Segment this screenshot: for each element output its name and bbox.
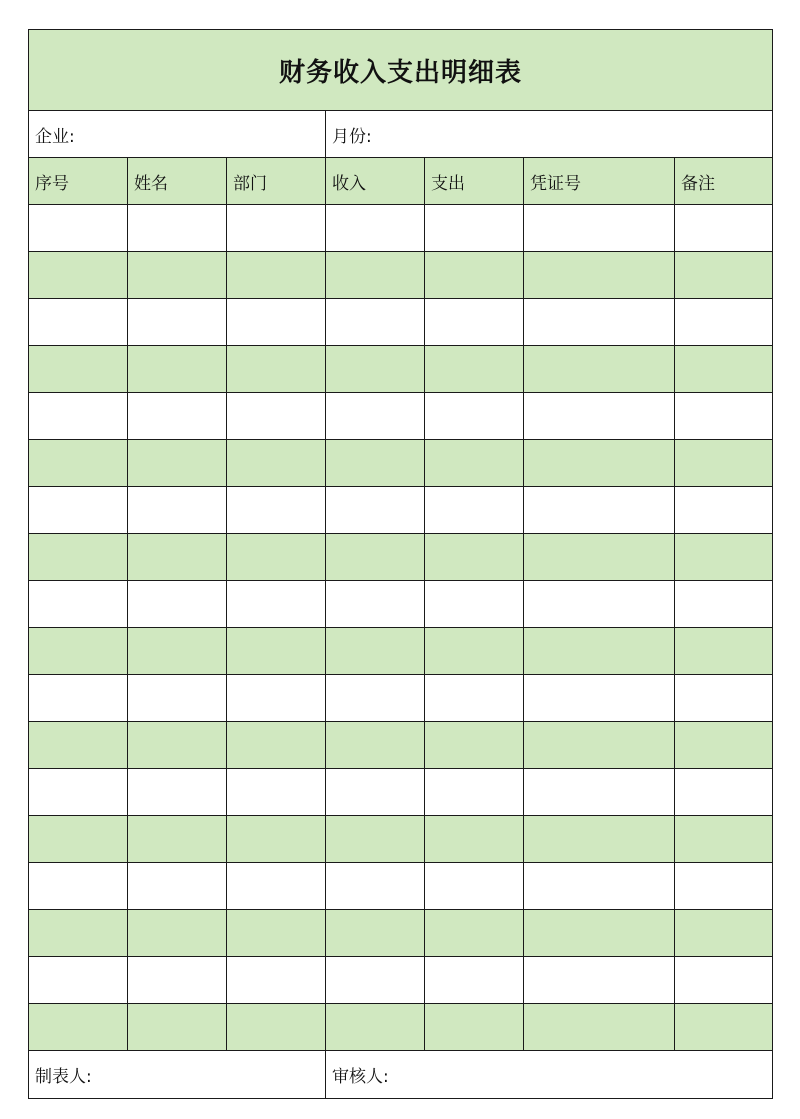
cell-name[interactable] xyxy=(128,252,227,299)
cell-expense[interactable] xyxy=(425,487,524,534)
table-row xyxy=(29,346,773,393)
cell-voucher[interactable] xyxy=(524,769,675,816)
cell-expense[interactable] xyxy=(425,675,524,722)
table-row xyxy=(29,816,773,863)
cell-remark[interactable] xyxy=(675,581,773,628)
header-cell-index: 序号 xyxy=(29,158,128,205)
cell-remark[interactable] xyxy=(675,863,773,910)
cell-name[interactable] xyxy=(128,628,227,675)
cell-name[interactable] xyxy=(128,581,227,628)
table-row xyxy=(29,487,773,534)
cell-remark[interactable] xyxy=(675,1004,773,1051)
cell-expense[interactable] xyxy=(425,299,524,346)
cell-name[interactable] xyxy=(128,769,227,816)
preparer-field[interactable]: 制表人: xyxy=(29,1051,326,1099)
cell-voucher[interactable] xyxy=(524,1004,675,1051)
cell-remark[interactable] xyxy=(675,393,773,440)
cell-expense[interactable] xyxy=(425,769,524,816)
cell-voucher[interactable] xyxy=(524,205,675,252)
header-cell-expense: 支出 xyxy=(425,158,524,205)
cell-income[interactable] xyxy=(326,440,425,487)
cell-income[interactable] xyxy=(326,628,425,675)
cell-department[interactable] xyxy=(227,769,326,816)
cell-name[interactable] xyxy=(128,346,227,393)
cell-name[interactable] xyxy=(128,910,227,957)
cell-department[interactable] xyxy=(227,1004,326,1051)
cell-remark[interactable] xyxy=(675,675,773,722)
cell-remark[interactable] xyxy=(675,487,773,534)
cell-name[interactable] xyxy=(128,1004,227,1051)
header-cell-department: 部门 xyxy=(227,158,326,205)
cell-expense[interactable] xyxy=(425,581,524,628)
cell-voucher[interactable] xyxy=(524,487,675,534)
cell-remark[interactable] xyxy=(675,769,773,816)
cell-index[interactable] xyxy=(29,910,128,957)
cell-income[interactable] xyxy=(326,910,425,957)
cell-name[interactable] xyxy=(128,487,227,534)
cell-expense[interactable] xyxy=(425,628,524,675)
cell-remark[interactable] xyxy=(675,205,773,252)
company-field[interactable]: 企业: xyxy=(29,111,326,158)
cell-name[interactable] xyxy=(128,393,227,440)
cell-index[interactable] xyxy=(29,863,128,910)
cell-income[interactable] xyxy=(326,581,425,628)
cell-expense[interactable] xyxy=(425,816,524,863)
cell-department[interactable] xyxy=(227,534,326,581)
cell-expense[interactable] xyxy=(425,252,524,299)
cell-department[interactable] xyxy=(227,205,326,252)
cell-expense[interactable] xyxy=(425,1004,524,1051)
cell-name[interactable] xyxy=(128,816,227,863)
header-cell-income: 收入 xyxy=(326,158,425,205)
cell-voucher[interactable] xyxy=(524,957,675,1004)
cell-department[interactable] xyxy=(227,816,326,863)
cell-name[interactable] xyxy=(128,863,227,910)
cell-expense[interactable] xyxy=(425,440,524,487)
cell-index[interactable] xyxy=(29,769,128,816)
cell-index[interactable] xyxy=(29,816,128,863)
info-row xyxy=(29,111,773,158)
cell-name[interactable] xyxy=(128,722,227,769)
cell-income[interactable] xyxy=(326,957,425,1004)
cell-income[interactable] xyxy=(326,393,425,440)
footer-row xyxy=(29,1051,773,1099)
cell-name[interactable] xyxy=(128,440,227,487)
cell-name[interactable] xyxy=(128,534,227,581)
cell-index[interactable] xyxy=(29,957,128,1004)
cell-expense[interactable] xyxy=(425,205,524,252)
table-row xyxy=(29,675,773,722)
cell-voucher[interactable] xyxy=(524,299,675,346)
title-row xyxy=(29,30,773,111)
reviewer-field[interactable]: 审核人: xyxy=(326,1051,773,1099)
cell-department[interactable] xyxy=(227,346,326,393)
cell-remark[interactable] xyxy=(675,346,773,393)
cell-income[interactable] xyxy=(326,534,425,581)
cell-income[interactable] xyxy=(326,252,425,299)
table-row xyxy=(29,957,773,1004)
month-field[interactable]: 月份: xyxy=(326,111,773,158)
cell-expense[interactable] xyxy=(425,957,524,1004)
cell-expense[interactable] xyxy=(425,346,524,393)
cell-voucher[interactable] xyxy=(524,722,675,769)
cell-name[interactable] xyxy=(128,299,227,346)
table-row xyxy=(29,581,773,628)
cell-income[interactable] xyxy=(326,487,425,534)
cell-income[interactable] xyxy=(326,769,425,816)
cell-expense[interactable] xyxy=(425,910,524,957)
cell-voucher[interactable] xyxy=(524,440,675,487)
cell-remark[interactable] xyxy=(675,722,773,769)
cell-index[interactable] xyxy=(29,722,128,769)
cell-expense[interactable] xyxy=(425,393,524,440)
cell-index[interactable] xyxy=(29,205,128,252)
table-row xyxy=(29,205,773,252)
cell-department[interactable] xyxy=(227,675,326,722)
sheet-title: 财务收入支出明细表 xyxy=(29,30,773,111)
cell-index[interactable] xyxy=(29,346,128,393)
table-row xyxy=(29,769,773,816)
cell-index[interactable] xyxy=(29,581,128,628)
cell-department[interactable] xyxy=(227,581,326,628)
cell-expense[interactable] xyxy=(425,534,524,581)
cell-index[interactable] xyxy=(29,1004,128,1051)
header-cell-voucher: 凭证号 xyxy=(524,158,675,205)
cell-remark[interactable] xyxy=(675,957,773,1004)
cell-voucher[interactable] xyxy=(524,910,675,957)
finance-table xyxy=(28,29,773,1099)
cell-remark[interactable] xyxy=(675,299,773,346)
table-row xyxy=(29,252,773,299)
cell-department[interactable] xyxy=(227,252,326,299)
table-row xyxy=(29,863,773,910)
cell-voucher[interactable] xyxy=(524,252,675,299)
cell-voucher[interactable] xyxy=(524,816,675,863)
cell-income[interactable] xyxy=(326,863,425,910)
cell-name[interactable] xyxy=(128,957,227,1004)
cell-income[interactable] xyxy=(326,1004,425,1051)
cell-voucher[interactable] xyxy=(524,675,675,722)
cell-expense[interactable] xyxy=(425,863,524,910)
cell-department[interactable] xyxy=(227,863,326,910)
cell-index[interactable] xyxy=(29,534,128,581)
cell-remark[interactable] xyxy=(675,252,773,299)
cell-index[interactable] xyxy=(29,440,128,487)
cell-voucher[interactable] xyxy=(524,393,675,440)
cell-income[interactable] xyxy=(326,346,425,393)
cell-department[interactable] xyxy=(227,440,326,487)
cell-voucher[interactable] xyxy=(524,863,675,910)
cell-voucher[interactable] xyxy=(524,346,675,393)
cell-index[interactable] xyxy=(29,487,128,534)
cell-income[interactable] xyxy=(326,205,425,252)
cell-index[interactable] xyxy=(29,252,128,299)
table-row xyxy=(29,440,773,487)
cell-voucher[interactable] xyxy=(524,581,675,628)
cell-department[interactable] xyxy=(227,910,326,957)
cell-department[interactable] xyxy=(227,393,326,440)
cell-income[interactable] xyxy=(326,816,425,863)
cell-remark[interactable] xyxy=(675,534,773,581)
cell-department[interactable] xyxy=(227,628,326,675)
header-cell-name: 姓名 xyxy=(128,158,227,205)
cell-department[interactable] xyxy=(227,722,326,769)
cell-index[interactable] xyxy=(29,299,128,346)
cell-index[interactable] xyxy=(29,675,128,722)
cell-index[interactable] xyxy=(29,628,128,675)
cell-voucher[interactable] xyxy=(524,534,675,581)
cell-index[interactable] xyxy=(29,393,128,440)
cell-department[interactable] xyxy=(227,487,326,534)
cell-remark[interactable] xyxy=(675,910,773,957)
cell-income[interactable] xyxy=(326,675,425,722)
cell-department[interactable] xyxy=(227,299,326,346)
cell-voucher[interactable] xyxy=(524,628,675,675)
cell-department[interactable] xyxy=(227,957,326,1004)
table-row xyxy=(29,910,773,957)
table-row xyxy=(29,722,773,769)
table-row xyxy=(29,628,773,675)
cell-name[interactable] xyxy=(128,205,227,252)
table-row xyxy=(29,393,773,440)
table-row xyxy=(29,299,773,346)
cell-income[interactable] xyxy=(326,299,425,346)
cell-remark[interactable] xyxy=(675,628,773,675)
cell-income[interactable] xyxy=(326,722,425,769)
table-row xyxy=(29,534,773,581)
header-cell-remark: 备注 xyxy=(675,158,773,205)
cell-remark[interactable] xyxy=(675,816,773,863)
table-row xyxy=(29,1004,773,1051)
cell-remark[interactable] xyxy=(675,440,773,487)
cell-expense[interactable] xyxy=(425,722,524,769)
cell-name[interactable] xyxy=(128,675,227,722)
header-row xyxy=(29,158,773,205)
